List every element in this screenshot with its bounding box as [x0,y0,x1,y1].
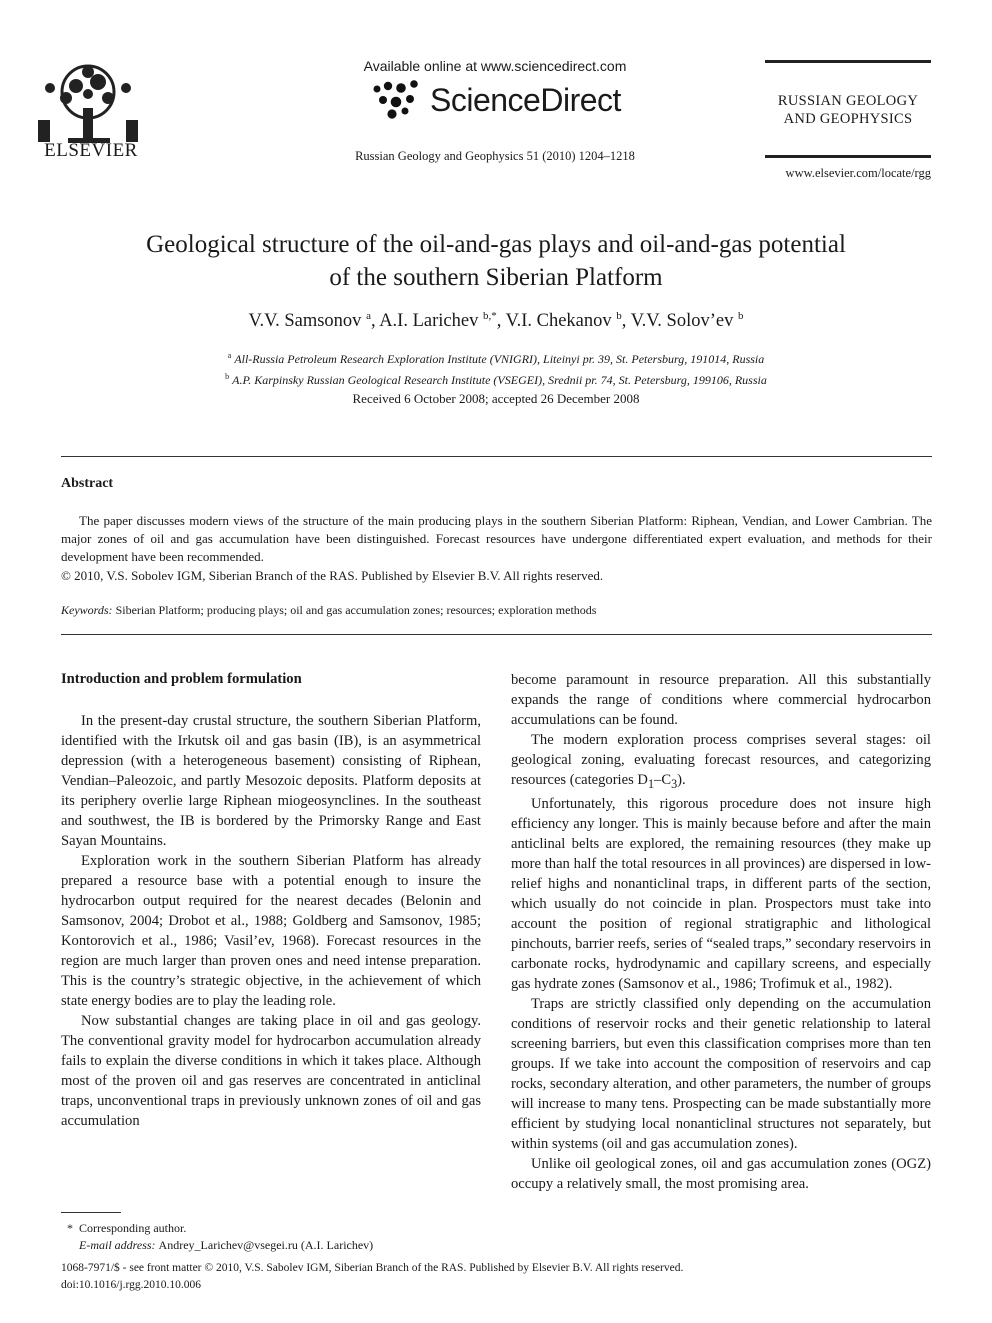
author-sep: , [370,311,380,332]
title-line-2: of the southern Siberian Platform [329,264,663,291]
divider-top [61,456,932,457]
paragraph: Traps are strictly classified only depending on the accumulation conditions of reservoir rocks and their genetic relationship to lateral screening barriers, but even this classification comprises more than ten groups. If we take into account the composition of reservoirs and cap rocks, secondary alteration, and other parameters, the number of groups will increase to many tens. Prospecting can be made substantially more efficient by studying local nonanticlinal structures not separately, but within systems (oil and gas accumulation zones). [511,995,931,1152]
paragraph-continuation: become paramount in resource preparation. All this substantially expands the range of conditions where commercial hydrocarbon accumulations can be found. [511,672,931,728]
affiliation-a: $^a$ All-Russia Petroleum Research Exploration Institute (VNIGRI), Liteinyi pr. 39, St. Petersburg, 191014, Russia [227,351,765,366]
paragraph: Unfortunately, this rigorous procedure does not insure high efficiency any longer. This is mainly because before and after the main anticlinal belts are explored, the remaining resources (they make up more than half the total resources in all provinces) are dispersed in low-relief highs and nonanticlinal traps, in different parts of the section, which usually do not coincide in plan. Prospectors must take into account the position of regional stratigraphic and lithological pinchouts, barrier reefs, series of “sealed traps,” secondary reservoirs in carbonate rocks, hydrodynamic and capillary screens, and especially gas hydrate zones (Samsonov et al., 1986; Trofimuk et al., 1982). [511,795,931,992]
author-sup: b,* [482,310,497,322]
publisher-name: ELSEVIER [44,140,138,161]
author-list [60,310,932,332]
paragraph: Now substantial changes are taking place in oil and gas geology. The conventional gravity model for hydrocarbon accumulation already fails to explain the diverse conditions in which it takes place. Although most of the proven oil and gas reserves are concentrated in anticlinal traps, unconventional traps in previously unknown zones of oil and gas accumulation [61,1013,481,1129]
journal-brand-line2: AND GEOPHYSICS [783,111,913,127]
author-sup: a [366,310,371,322]
abstract-copyright: © 2010, V.S. Sobolev IGM, Siberian Branch of the RAS. Published by Elsevier B.V. All rights reserved. [61,567,604,583]
author-name[interactable]: A.I. Larichev [379,311,479,332]
received-dates: Received 6 October 2008; accepted 26 December 2008 [352,391,640,406]
keywords-label: Keywords: [61,603,113,617]
keywords-list: Siberian Platform; producing plays; oil and gas accumulation zones; resources; exploration methods [115,603,597,617]
author-sup: b [616,310,622,322]
doi-link[interactable]: doi:10.1016/j.rgg.2010.10.006 [61,1279,202,1291]
affiliations [60,347,932,389]
footnote-rule [61,1212,121,1213]
section-heading: Introduction and problem formulation [61,671,302,687]
journal-brand [765,92,931,128]
author-sep: , [496,311,506,332]
issn-line: 1068-7971/$ - see front matter © 2010, V.S. Sabolev IGM, Siberian Branch of the RAS. Published by Elsevier B.V. All rights reserved. [61,1262,684,1274]
title-line-1: Geological structure of the oil-and-gas plays and oil-and-gas potential [146,231,846,258]
brand-rule-bottom [765,155,931,158]
abstract-body [61,512,932,585]
left-column [61,711,481,1131]
footnote [61,1220,481,1254]
author-name[interactable]: V.V. Samsonov [248,311,362,332]
email-link[interactable]: Andrey_Larichev@vsegei.ru (A.I. Larichev) [158,1238,374,1252]
sciencedirect-wordmark: ScienceDirect [430,82,621,118]
footnote-email: E-mail address: Andrey_Larichev@vsegei.ru (A.I. Larichev) [79,1238,374,1252]
footnote-corresponding: * Corresponding author. [67,1221,187,1235]
brand-rule-top [765,60,931,63]
author-sup: b [737,310,744,322]
journal-brand-line1: RUSSIAN GEOLOGY [777,93,919,109]
abstract-text: The paper discusses modern views of the structure of the main producing plays in the southern Siberian Platform: Riphean, Vendian, and Lower Cambrian. The major zones of oil and gas accumulation have been distinguished. Forecast resources have undergone differentiated expert evaluation, and methods for their development have been recommended. [61,513,932,565]
author-name[interactable]: V.V. Solov’ev [630,311,734,332]
page-footer [61,1260,932,1294]
paragraph: Exploration work in the southern Siberian Platform has already prepared a resource base with a potential enough to insure the hydrocarbon output required for the nearest decades (Belonin and Samsonov, 2004; Drobot et al., 1988; Goldberg and Samsonov, 1985; Kontorovich et al., 1986; Vasil’ev, 1968). Forecast resources in the region are much larger than proven ones and need intense preparation. This is the country’s strategic objective, in the achievement of which state energy bodies are to play the leading role. [61,853,481,1009]
abstract-heading: Abstract [61,476,114,491]
author-name[interactable]: V.I. Chekanov [505,311,612,332]
paragraph: Unlike oil geological zones, oil and gas accumulation zones (OGZ) occupy a relatively small, the most promising area. [511,1155,931,1192]
divider-bottom [61,634,932,635]
article-title [60,228,932,294]
right-column [511,670,931,1194]
available-online-text[interactable]: Available online at www.sciencedirect.com [363,58,627,74]
keywords [61,603,932,618]
journal-url-link[interactable]: www.elsevier.com/locate/rgg [785,166,931,180]
affiliation-b: $^b$ A.P. Karpinsky Russian Geological Research Institute (VSEGEI), Srednii pr. 74, St. Petersburg, 199106, Russia [225,372,767,387]
journal-reference: Russian Geology and Geophysics 51 (2010) 1204–1218 [355,149,635,163]
paragraph: In the present-day crustal structure, the southern Siberian Platform, identified with the Irkutsk oil and gas basin (IB), is an asymmetrical depression (with a heterogeneous basement) consisting of Riphean, Vendian–Paleozoic, and partly Mesozoic deposits. Platform deposits at its periphery overlie large Riphean miogeosynclines. In the southeast and southwest, the IB is bordered by the Primorsky Range and East Sayan Mountains. [61,713,481,849]
paragraph-categories: The modern exploration process comprises several stages: oil geological zoning, evaluating forecast resources, and categorizing resources (categories $D_1-C_3$). [511,732,931,791]
author-sep: , [621,311,631,332]
